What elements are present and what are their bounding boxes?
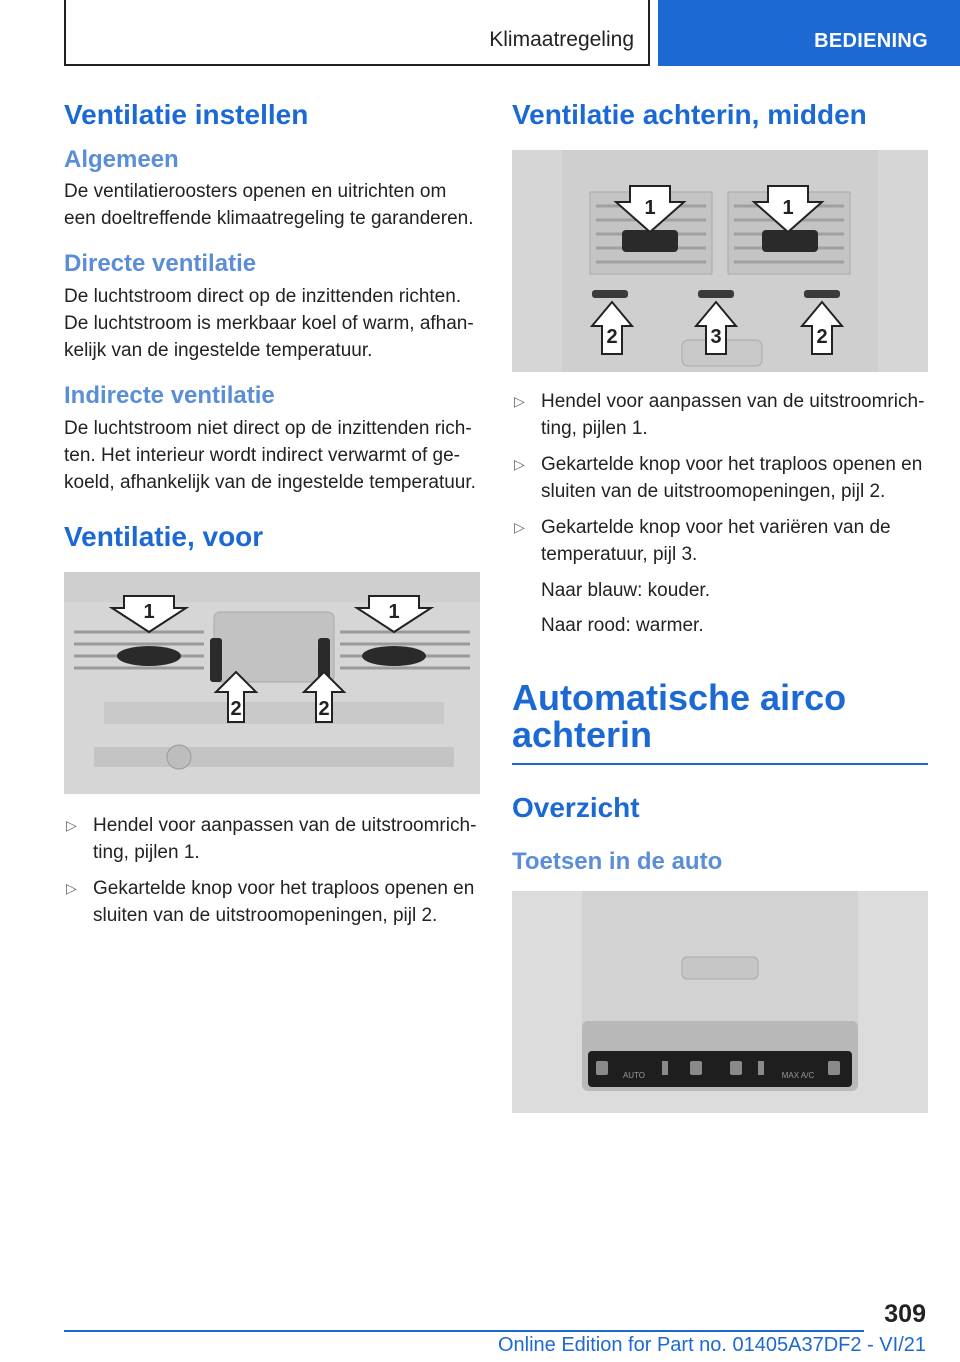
rear-vent-list — [512, 388, 928, 568]
heading-directe-ventilatie: Directe ventilatie — [64, 250, 257, 278]
heading-indirecte-ventilatie: Indirecte ventilatie — [64, 382, 275, 410]
right-column — [512, 98, 928, 1113]
heading-achterin: achterin — [512, 713, 653, 755]
rear-ac-panel-figure — [512, 891, 928, 1113]
list-item: ▷ Hendel voor aanpassen van de uitstroomrichting, pijlen 1. — [64, 812, 480, 866]
heading-automatische-airco: Automatische airco — [512, 676, 847, 718]
list-item: ▷ Gekartelde knop voor het traploos openen en sluiten van de uitstroomopeningen, pijl 2. — [512, 451, 928, 505]
triangle-right-icon: ▷ — [66, 816, 77, 833]
heading-algemeen: Algemeen — [64, 145, 179, 173]
panel-label-auto: AUTO — [622, 1070, 646, 1080]
panel-label-max-ac: MAX A/C — [781, 1070, 815, 1080]
triangle-right-icon: ▷ — [514, 392, 525, 409]
rear-label-1b: 1 — [782, 196, 794, 219]
header-chapter-box — [64, 0, 650, 66]
rear-label-3: 3 — [710, 325, 722, 348]
footer-rule — [64, 1330, 864, 1332]
front-vents-figure — [64, 572, 480, 794]
note-blauw: Naar blauw: kouder. — [541, 579, 710, 601]
front-label-2a: 2 — [230, 697, 242, 720]
front-label-1b: 1 — [388, 600, 400, 623]
rear-label-1a: 1 — [644, 196, 656, 219]
rear-vents-figure — [512, 150, 928, 372]
list-item: ▷ Gekartelde knop voor het traploos openen en sluiten van de uitstroomopeningen, pijl 2. — [64, 875, 480, 929]
left-column — [64, 98, 480, 938]
rear-label-2b: 2 — [816, 325, 828, 348]
rear-label-2a: 2 — [606, 325, 618, 348]
heading-ventilatie-voor: Ventilatie, voor — [64, 520, 264, 552]
auto-ac-title-block — [512, 676, 928, 765]
header-section-box — [658, 0, 960, 66]
note-rood: Naar rood: warmer. — [541, 614, 704, 636]
front-label-1a: 1 — [143, 600, 155, 623]
heading-overzicht: Overzicht — [512, 791, 640, 823]
heading-ventilatie-achterin: Ventilatie achterin, midden — [512, 99, 867, 130]
rear-vents-illustration — [512, 150, 928, 372]
text-algemeen: De ventilatieroosters openen en uitrichten om een doeltreffende klimaatregeling te garanderen. — [64, 181, 474, 230]
rear-ac-panel-illustration — [512, 891, 928, 1113]
front-vents-illustration — [64, 572, 480, 794]
heading-toetsen: Toetsen in de auto — [512, 848, 723, 876]
list-item: ▷ Gekartelde knop voor het variëren van de temperatuur, pijl 3. — [512, 514, 928, 568]
text-directe-ventilatie: De luchtstroom direct op de inzittenden richten. De luchtstroom is merkbaar koel of warm, afhankelijk van de ingestelde temperatuur. — [64, 286, 474, 362]
triangle-right-icon: ▷ — [66, 879, 77, 896]
front-vent-list — [64, 812, 480, 929]
triangle-right-icon: ▷ — [514, 455, 525, 472]
footer-edition: Online Edition for Part no. 01405A37DF2 - VI/21 — [497, 1334, 926, 1356]
front-label-2b: 2 — [318, 697, 330, 720]
page-number: 309 — [884, 1300, 926, 1328]
list-item: ▷ Hendel voor aanpassen van de uitstroomrichting, pijlen 1. — [512, 388, 928, 442]
triangle-right-icon: ▷ — [514, 518, 525, 535]
chapter-title: Klimaatregeling — [489, 28, 634, 51]
text-indirecte-ventilatie: De luchtstroom niet direct op de inzittenden richten. Het interieur wordt indirect verwarmt of gekoeld, afhankelijk van de ingestelde temperatuur. — [64, 417, 476, 493]
title-rule — [512, 763, 928, 765]
heading-ventilatie-instellen: Ventilatie instellen — [64, 99, 309, 130]
section-title: BEDIENING — [814, 30, 928, 52]
